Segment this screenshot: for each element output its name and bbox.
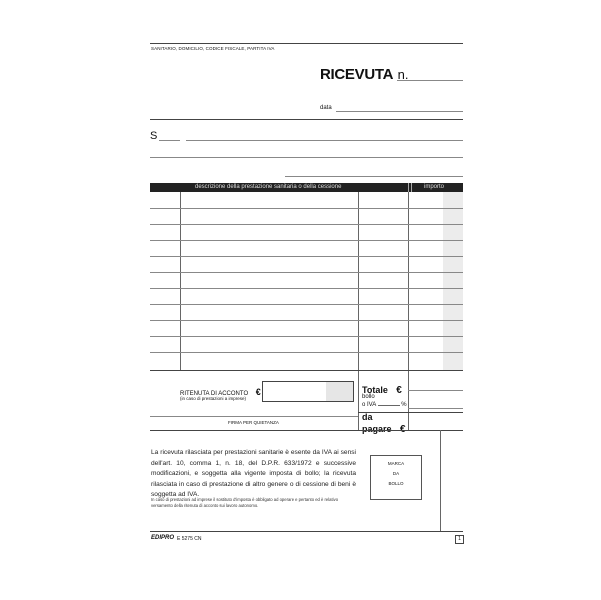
signature-label: FIRMA PER QUIETANZA bbox=[228, 420, 279, 425]
cents-column-shade bbox=[443, 192, 463, 370]
tax-info-text: La ricevuta rilasciata per prestazioni sanitarie è esente da IVA ai sensi dell'art. 10, comma 1, n. 18, del D.P.R. 633/1972 e successive modificazioni, e soggetta alla vigente imposta di bollo; la ricevuta rilasciata in caso di prestazione di altro genere o di cessione di beni è soggetta ad IVA. bbox=[151, 449, 356, 498]
date-label: data bbox=[320, 105, 332, 111]
col-amount-header: importo bbox=[424, 184, 445, 190]
recipient-line-1[interactable] bbox=[186, 140, 463, 141]
withholding-label: RITENUTA DI ACCONTO bbox=[180, 391, 249, 397]
totals-bottom-rule bbox=[150, 430, 463, 431]
withholding-amount-box[interactable] bbox=[262, 381, 354, 402]
withholding-euro-icon: € bbox=[255, 387, 261, 397]
due-euro-icon: € bbox=[399, 424, 406, 435]
fine-print: In caso di prestazioni ad imprese il sostituto d'imposta è obbligato ad operare e pertanto ed è relativo versamento della ritenuta di acconto sui lavoro autonomo. bbox=[151, 497, 339, 508]
col-description-header: descrizione della prestazione sanitaria o della cessione bbox=[195, 184, 342, 190]
signature-line[interactable] bbox=[150, 416, 358, 417]
bollo-label: bollo bbox=[362, 394, 375, 400]
table-row[interactable] bbox=[150, 304, 463, 305]
table-row[interactable] bbox=[150, 240, 463, 241]
issuer-area-rule bbox=[150, 119, 463, 120]
top-rule bbox=[150, 43, 463, 44]
table-col-rate-line bbox=[358, 192, 359, 430]
stamp-box bbox=[370, 455, 422, 500]
table-row[interactable] bbox=[150, 208, 463, 209]
withholding-note: (in caso di prestazioni a imprese) bbox=[180, 396, 247, 401]
total-label: Totale bbox=[362, 385, 388, 395]
table-col-amount-line bbox=[408, 192, 409, 430]
product-code: E 5275 CN bbox=[177, 536, 202, 542]
recipient-line-2[interactable] bbox=[150, 157, 463, 158]
bollo-iva-field[interactable] bbox=[408, 408, 463, 409]
stamp-line1: MARCA bbox=[387, 461, 405, 466]
table-row[interactable] bbox=[150, 352, 463, 353]
issuer-label: SANITARIO, DOMICILIO, CODICE FISCALE, PARTITA IVA bbox=[151, 46, 275, 51]
table-col-qty-line bbox=[180, 192, 181, 370]
due-label-line2: pagare bbox=[362, 424, 392, 434]
iva-percent-sign: % bbox=[401, 402, 407, 408]
table-row[interactable] bbox=[150, 272, 463, 273]
recipient-prefix-field[interactable] bbox=[159, 140, 180, 141]
iva-row bbox=[362, 402, 407, 408]
receipt-number-field[interactable] bbox=[397, 80, 463, 81]
table-header bbox=[150, 183, 463, 192]
recipient-prefix: S bbox=[150, 130, 158, 142]
table-bottom-rule bbox=[150, 370, 463, 371]
receipt-title: RICEVUTA bbox=[320, 66, 394, 83]
total-field[interactable] bbox=[408, 390, 463, 391]
receipt-number-label: n. bbox=[397, 67, 409, 82]
date-field[interactable] bbox=[336, 111, 463, 112]
table-row[interactable] bbox=[150, 288, 463, 289]
header-divider-1 bbox=[408, 183, 409, 192]
stamp-line3: BOLLO bbox=[388, 481, 404, 486]
page-number: 1 bbox=[455, 535, 464, 544]
due-rule bbox=[358, 412, 463, 413]
table-row[interactable] bbox=[150, 336, 463, 337]
iva-label: o IVA bbox=[362, 402, 376, 408]
due-row bbox=[362, 419, 406, 437]
stamp-line2: DA bbox=[392, 471, 400, 476]
due-label-line1: da bbox=[362, 412, 373, 422]
header-divider-2 bbox=[411, 183, 412, 192]
total-euro-icon: € bbox=[396, 385, 402, 396]
brand-logo: EDIPRO bbox=[151, 535, 175, 541]
table-row[interactable] bbox=[150, 320, 463, 321]
receipt-title-block bbox=[320, 66, 408, 84]
footer-rule bbox=[150, 531, 463, 532]
iva-rate-field[interactable] bbox=[378, 405, 400, 406]
table-row[interactable] bbox=[150, 224, 463, 225]
table-row[interactable] bbox=[150, 256, 463, 257]
recipient-line-3[interactable] bbox=[285, 176, 463, 177]
stamp-column-divider bbox=[440, 430, 441, 531]
